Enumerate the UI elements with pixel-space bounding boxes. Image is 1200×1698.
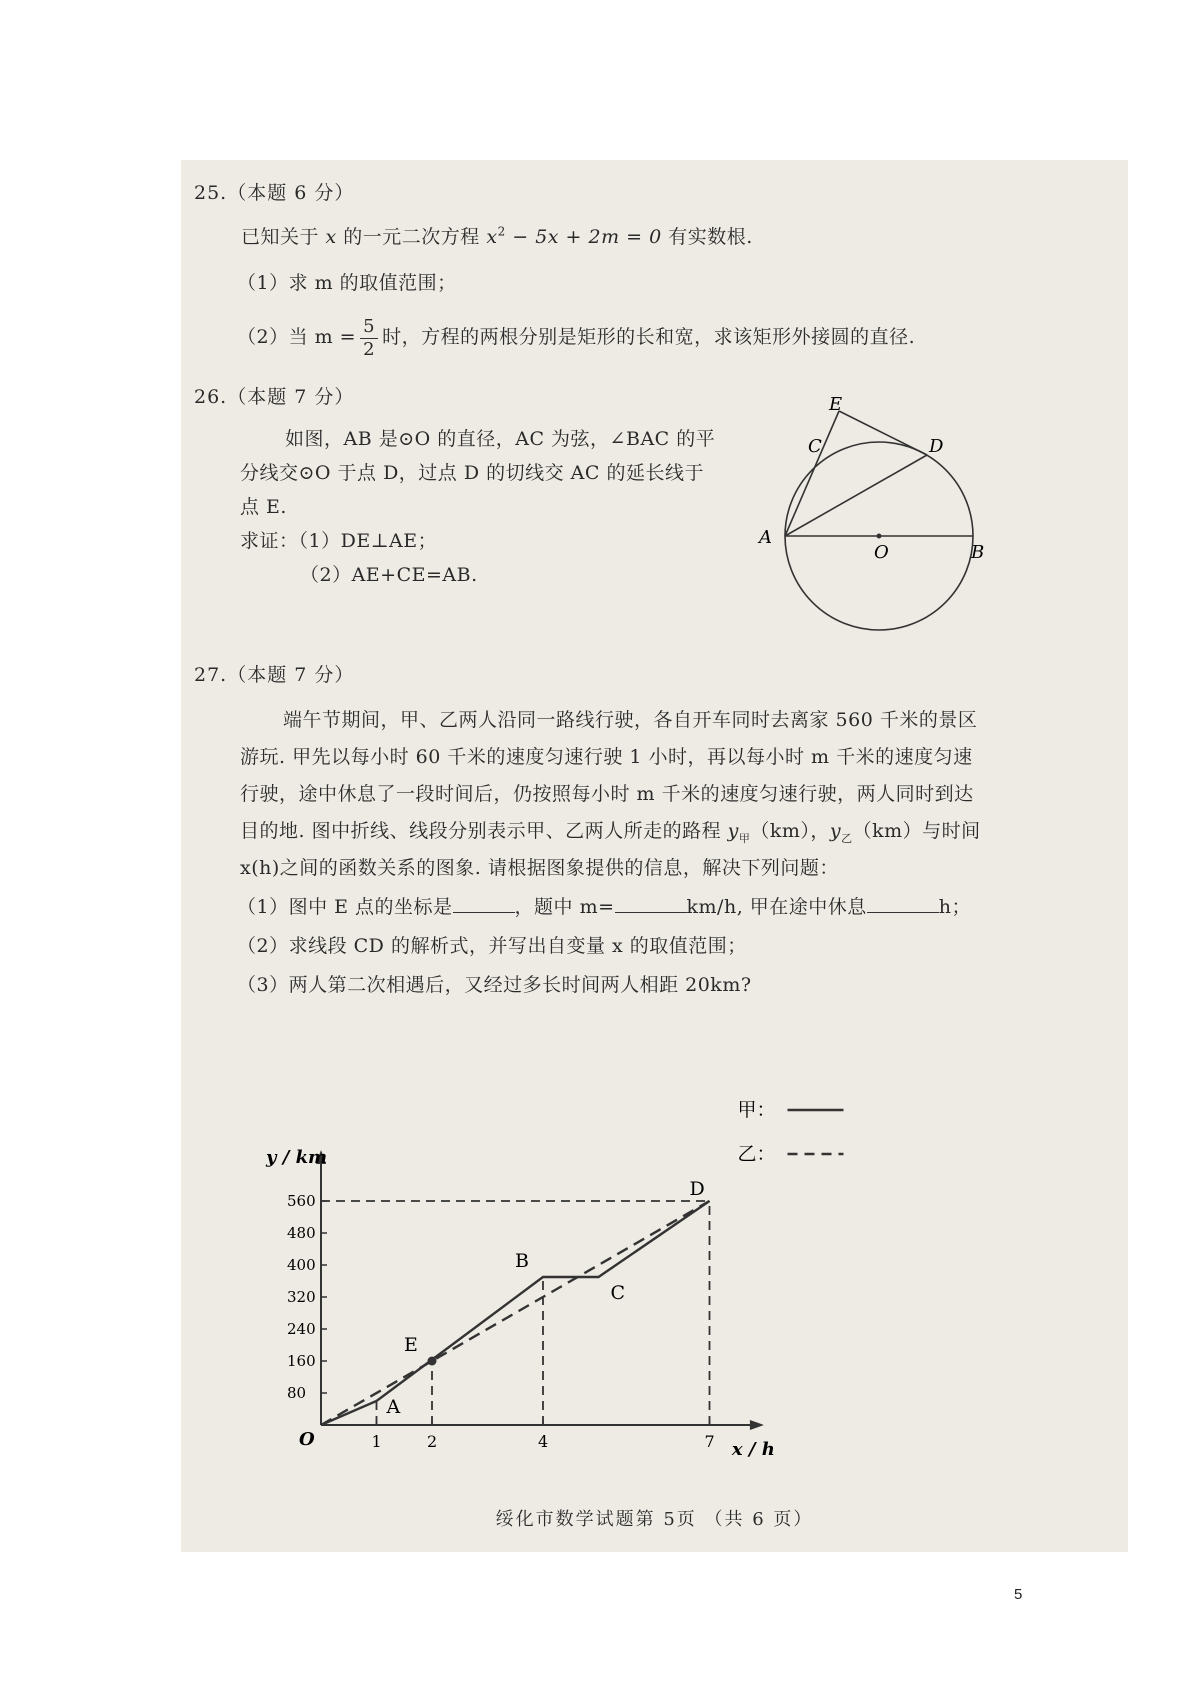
q25-equation-x: x <box>486 226 498 248</box>
q27-sub1-text-a: （1）图中 E 点的坐标是 <box>237 896 453 918</box>
q27-line1: 端午节期间，甲、乙两人沿同一路线行驶，各自开车同时去离家 560 千米的景区 <box>283 709 978 731</box>
q25-stem-text-b: 的一元二次方程 <box>336 226 487 248</box>
point-label: A <box>386 1396 401 1418</box>
q27-sub2: （2）求线段 CD 的解析式，并写出自变量 x 的取值范围； <box>237 935 747 957</box>
point-label: C <box>610 1282 626 1304</box>
q27-line4 <box>240 816 981 846</box>
q27-line2: 游玩. 甲先以每小时 60 千米的速度匀速行驶 1 小时，再以每小时 m 千米的速度匀速 <box>240 746 973 768</box>
label-a: A <box>759 527 772 548</box>
q25-part2-text-b: 时，方程的两根分别是矩形的长和宽，求该矩形外接圆的直径. <box>382 326 916 348</box>
chord-ac-extended-ae <box>785 411 839 536</box>
blank-e-coordinate <box>453 912 515 913</box>
circle-figure <box>731 394 1031 655</box>
q26-line5: （2）AE+CE=AB. <box>300 564 478 586</box>
q26-line3: 点 E. <box>240 496 287 518</box>
center-dot <box>877 534 882 539</box>
q27-y-jia-sub: 甲 <box>738 831 751 845</box>
q27-sub1 <box>237 892 971 919</box>
q27-sub1-text-d: h； <box>938 896 972 918</box>
q26-line4: 求证：（1）DE⊥AE； <box>240 530 438 552</box>
q25-var-x: x <box>325 226 337 248</box>
y-axis-label: y / km <box>266 1147 328 1168</box>
q25-part2-text-a: （2）当 m = <box>237 326 357 348</box>
q26-line1: 如图，AB 是⊙O 的直径，AC 为弦，∠BAC 的平 <box>285 428 716 450</box>
legend-label: 甲： <box>737 1099 776 1121</box>
y-tick-label: 160 <box>287 1352 316 1370</box>
q27-line5: x(h)之间的函数关系的图象. 请根据图象提供的信息，解决下列问题： <box>240 857 839 879</box>
q27-sub3: （3）两人第二次相遇后，又经过多长时间两人相距 20km? <box>237 974 752 996</box>
y-tick-label: 560 <box>287 1192 316 1210</box>
q25-equation-power: 2 <box>497 224 506 239</box>
q25-part1: （1）求 m 的取值范围； <box>237 272 457 294</box>
q25-fraction-numerator: 5 <box>360 316 378 339</box>
blank-m-value <box>615 912 687 913</box>
label-d: D <box>929 436 944 457</box>
q25-part2 <box>237 310 915 364</box>
origin-label: O <box>299 1429 315 1450</box>
q27-y-yi: y <box>829 820 842 842</box>
legend-label: 乙： <box>737 1143 776 1165</box>
tangent-de <box>839 411 927 455</box>
page-footer: 绥化市数学试题第 5页 （共 6 页） <box>495 1509 814 1530</box>
blank-rest-hours <box>867 912 939 913</box>
distance-time-graph <box>241 1040 861 1470</box>
q25-stem-text-a: 已知关于 <box>241 226 326 248</box>
label-c: C <box>808 436 822 457</box>
x-axis-arrow <box>750 1420 764 1430</box>
label-e: E <box>829 394 843 415</box>
q25-fraction <box>360 316 378 361</box>
q27-heading: 27.（本题 7 分） <box>194 664 355 686</box>
q27-sub1-text-b: ，题中 m= <box>514 896 615 918</box>
q27-line4-text-c: （km）与时间 <box>852 820 981 842</box>
q27-y-jia: y <box>727 820 739 842</box>
q27-y-yi-sub: 乙 <box>841 831 853 845</box>
label-o: O <box>874 542 889 563</box>
q25-equation-rest: − 5x + 2m = 0 <box>505 226 662 248</box>
point-label: D <box>689 1178 705 1200</box>
y-tick-label: 480 <box>287 1224 316 1242</box>
x-tick-label: 1 <box>371 1432 382 1451</box>
q25-stem <box>241 222 753 249</box>
label-b: B <box>971 542 985 563</box>
y-tick-label: 240 <box>287 1320 316 1338</box>
q26-heading: 26.（本题 7 分） <box>194 386 355 408</box>
point-label: B <box>515 1250 529 1272</box>
q27-line3: 行驶，途中休息了一段时间后，仍按照每小时 m 千米的速度匀速行驶，两人同时到达 <box>240 783 974 805</box>
y-tick-label: 80 <box>287 1384 307 1402</box>
q27-line4-text-a: 目的地. 图中折线、线段分别表示甲、乙两人所走的路程 <box>240 820 728 842</box>
y-tick-label: 320 <box>287 1288 316 1306</box>
q26-line2: 分线交⊙O 于点 D，过点 D 的切线交 AC 的延长线于 <box>240 462 704 484</box>
point-e-dot <box>428 1357 437 1366</box>
series-line <box>321 1201 710 1425</box>
segment-ad <box>785 455 927 536</box>
y-tick-label: 400 <box>287 1256 316 1274</box>
q25-stem-text-c: 有实数根. <box>661 226 753 248</box>
q27-sub1-text-c: km/h, 甲在途中休息 <box>686 896 867 918</box>
q25-heading: 25.（本题 6 分） <box>194 182 355 204</box>
page-number: 5 <box>1014 1586 1023 1603</box>
x-tick-label: 4 <box>538 1432 549 1451</box>
x-tick-label: 2 <box>427 1432 438 1451</box>
x-axis-label: x / h <box>731 1439 775 1460</box>
point-label: E <box>404 1334 418 1356</box>
q25-fraction-denominator: 2 <box>363 338 376 360</box>
q27-line4-text-b: （km）， <box>750 820 830 842</box>
exam-sheet <box>181 160 1128 1552</box>
x-tick-label: 7 <box>704 1432 715 1451</box>
